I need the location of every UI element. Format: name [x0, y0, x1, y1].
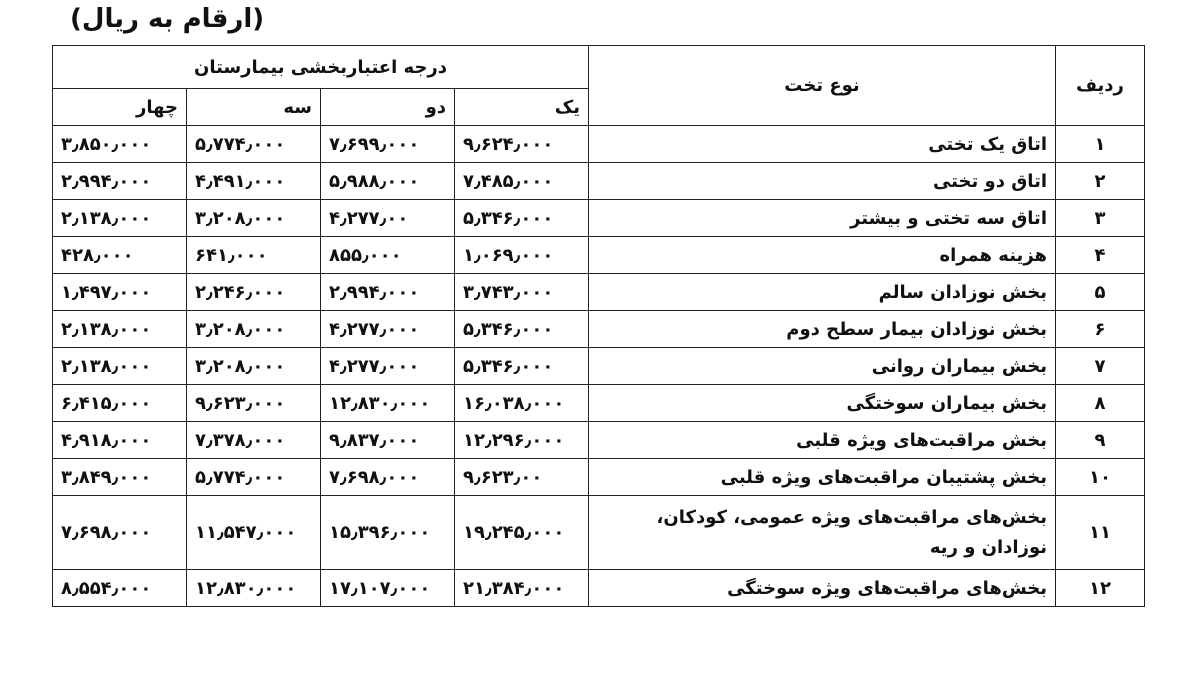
- table-row: [53, 163, 1145, 200]
- grade-1-price: ۳٫۷۴۳٫۰۰۰: [455, 274, 589, 311]
- grade-1-price: ۵٫۳۴۶٫۰۰۰: [455, 348, 589, 385]
- table-row: [53, 459, 1145, 496]
- header-row-number: ردیف: [1056, 46, 1145, 126]
- header-grade-3: سه: [187, 89, 321, 126]
- bed-type-cell: بخش‌های مراقبت‌های ویژه سوختگی: [589, 570, 1056, 607]
- row-index: ۹: [1056, 422, 1145, 459]
- row-index: ۷: [1056, 348, 1145, 385]
- grade-2-price: ۱۵٫۳۹۶٫۰۰۰: [321, 496, 455, 570]
- grade-1-price: ۱٫۰۶۹٫۰۰۰: [455, 237, 589, 274]
- grade-3-price: ۳٫۲۰۸٫۰۰۰: [187, 200, 321, 237]
- grade-2-price: ۴٫۲۷۷٫۰۰: [321, 200, 455, 237]
- table-row: [53, 385, 1145, 422]
- row-index: ۱: [1056, 126, 1145, 163]
- grade-2-price: ۴٫۲۷۷٫۰۰۰: [321, 348, 455, 385]
- table-row: [53, 422, 1145, 459]
- grade-3-price: ۷٫۳۷۸٫۰۰۰: [187, 422, 321, 459]
- grade-3-price: ۴٫۴۹۱٫۰۰۰: [187, 163, 321, 200]
- grade-4-price: ۴٫۹۱۸٫۰۰۰: [53, 422, 187, 459]
- table-row: [53, 570, 1145, 607]
- row-index: ۱۰: [1056, 459, 1145, 496]
- bed-type-cell: هزینه همراه: [589, 237, 1056, 274]
- currency-caption: (ارقام به ریال): [70, 4, 265, 34]
- grade-3-price: ۱۲٫۸۳۰٫۰۰۰: [187, 570, 321, 607]
- grade-2-price: ۱۲٫۸۳۰٫۰۰۰: [321, 385, 455, 422]
- grade-1-price: ۹٫۶۲۴٫۰۰۰: [455, 126, 589, 163]
- grade-3-price: ۲٫۲۴۶٫۰۰۰: [187, 274, 321, 311]
- bed-type-cell: اتاق سه تختی و بیشتر: [589, 200, 1056, 237]
- bed-type-cell: اتاق یک تختی: [589, 126, 1056, 163]
- table-row: [53, 348, 1145, 385]
- grade-4-price: ۱٫۴۹۷٫۰۰۰: [53, 274, 187, 311]
- row-index: ۸: [1056, 385, 1145, 422]
- grade-4-price: ۲٫۱۳۸٫۰۰۰: [53, 311, 187, 348]
- row-index: ۲: [1056, 163, 1145, 200]
- grade-1-price: ۲۱٫۳۸۴٫۰۰۰: [455, 570, 589, 607]
- grade-2-price: ۱۷٫۱۰۷٫۰۰۰: [321, 570, 455, 607]
- bed-type-cell: بخش پشتیبان مراقبت‌های ویژه قلبی: [589, 459, 1056, 496]
- header-grade-1: یک: [455, 89, 589, 126]
- grade-4-price: ۸٫۵۵۴٫۰۰۰: [53, 570, 187, 607]
- grade-3-price: ۳٫۲۰۸٫۰۰۰: [187, 311, 321, 348]
- table-row: [53, 274, 1145, 311]
- grade-3-price: ۳٫۲۰۸٫۰۰۰: [187, 348, 321, 385]
- grade-1-price: ۵٫۳۴۶٫۰۰۰: [455, 200, 589, 237]
- grade-4-price: ۳٫۸۴۹٫۰۰۰: [53, 459, 187, 496]
- grade-1-price: ۹٫۶۲۳٫۰۰: [455, 459, 589, 496]
- grade-4-price: ۶٫۴۱۵٫۰۰۰: [53, 385, 187, 422]
- row-index: ۳: [1056, 200, 1145, 237]
- grade-3-price: ۵٫۷۷۴٫۰۰۰: [187, 126, 321, 163]
- bed-type-cell: بخش بیماران سوختگی: [589, 385, 1056, 422]
- table-row: [53, 496, 1145, 570]
- grade-2-price: ۲٫۹۹۴٫۰۰۰: [321, 274, 455, 311]
- grade-2-price: ۴٫۲۷۷٫۰۰۰: [321, 311, 455, 348]
- header-accreditation-grade: درجه اعتباربخشی بیمارستان: [53, 46, 589, 89]
- row-index: ۱۱: [1056, 496, 1145, 570]
- bed-type-cell: اتاق دو تختی: [589, 163, 1056, 200]
- grade-4-price: ۲٫۱۳۸٫۰۰۰: [53, 200, 187, 237]
- grade-2-price: ۵٫۹۸۸٫۰۰۰: [321, 163, 455, 200]
- grade-1-price: ۱۲٫۲۹۶٫۰۰۰: [455, 422, 589, 459]
- grade-3-price: ۱۱٫۵۴۷٫۰۰۰: [187, 496, 321, 570]
- grade-4-price: ۴۲۸٫۰۰۰: [53, 237, 187, 274]
- bed-type-cell: بخش‌های مراقبت‌های ویژه عمومی، کودکان، نوزادان و ریه: [589, 496, 1056, 570]
- table-row: [53, 237, 1145, 274]
- grade-4-price: ۲٫۹۹۴٫۰۰۰: [53, 163, 187, 200]
- bed-type-cell: بخش مراقبت‌های ویژه قلبی: [589, 422, 1056, 459]
- grade-2-price: ۹٫۸۳۷٫۰۰۰: [321, 422, 455, 459]
- bed-tariff-table: [52, 45, 1145, 607]
- table-row: [53, 311, 1145, 348]
- header-grade-4: چهار: [53, 89, 187, 126]
- grade-1-price: ۵٫۳۴۶٫۰۰۰: [455, 311, 589, 348]
- grade-1-price: ۱۶٫۰۳۸٫۰۰۰: [455, 385, 589, 422]
- grade-4-price: ۳٫۸۵۰٫۰۰۰: [53, 126, 187, 163]
- grade-3-price: ۹٫۶۲۳٫۰۰۰: [187, 385, 321, 422]
- bed-type-cell: بخش نوزادان سالم: [589, 274, 1056, 311]
- header-bed-type: نوع تخت: [589, 46, 1056, 126]
- table-row: [53, 200, 1145, 237]
- grade-2-price: ۷٫۶۹۹٫۰۰۰: [321, 126, 455, 163]
- row-index: ۵: [1056, 274, 1145, 311]
- grade-2-price: ۷٫۶۹۸٫۰۰۰: [321, 459, 455, 496]
- bed-type-cell: بخش نوزادان بیمار سطح دوم: [589, 311, 1056, 348]
- bed-type-cell: بخش بیماران روانی: [589, 348, 1056, 385]
- table-row: [53, 126, 1145, 163]
- grade-3-price: ۶۴۱٫۰۰۰: [187, 237, 321, 274]
- grade-2-price: ۸۵۵٫۰۰۰: [321, 237, 455, 274]
- row-index: ۴: [1056, 237, 1145, 274]
- grade-3-price: ۵٫۷۷۴٫۰۰۰: [187, 459, 321, 496]
- row-index: ۶: [1056, 311, 1145, 348]
- row-index: ۱۲: [1056, 570, 1145, 607]
- grade-1-price: ۷٫۴۸۵٫۰۰۰: [455, 163, 589, 200]
- grade-4-price: ۲٫۱۳۸٫۰۰۰: [53, 348, 187, 385]
- grade-4-price: ۷٫۶۹۸٫۰۰۰: [53, 496, 187, 570]
- header-grade-2: دو: [321, 89, 455, 126]
- grade-1-price: ۱۹٫۲۴۵٫۰۰۰: [455, 496, 589, 570]
